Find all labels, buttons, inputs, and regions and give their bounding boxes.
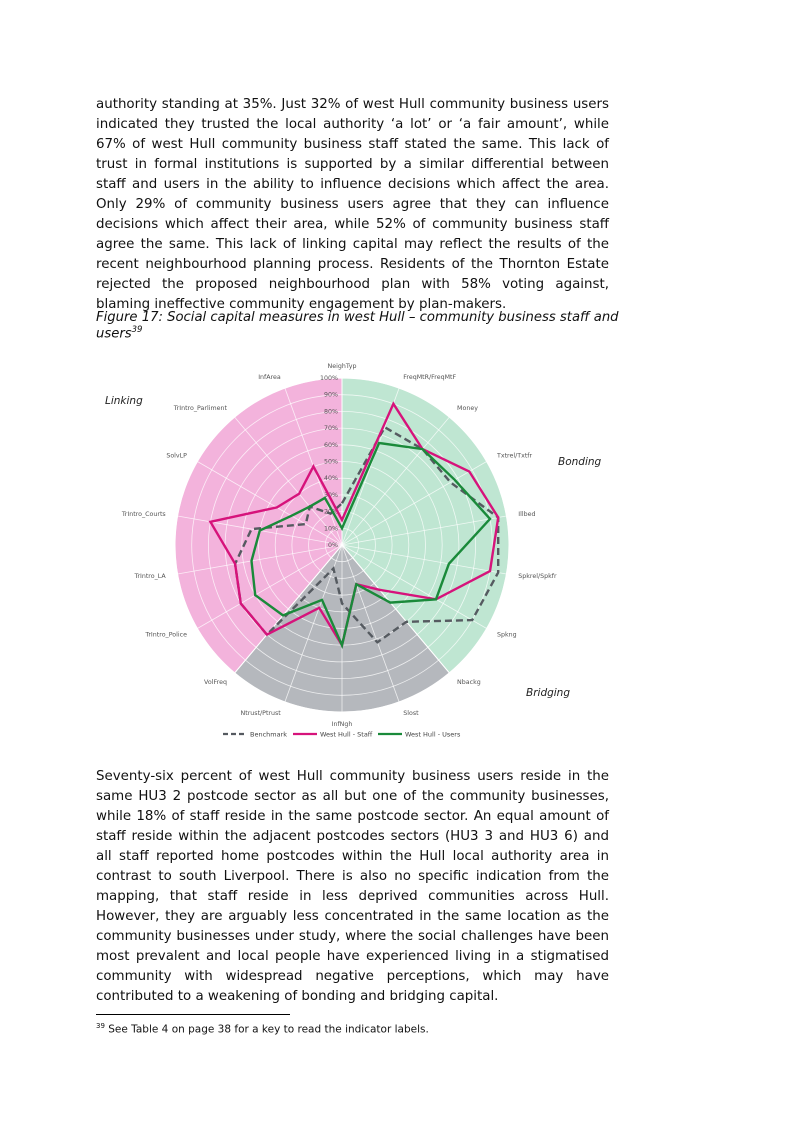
- group-label: Bonding: [558, 456, 602, 468]
- footnote-separator: [96, 1014, 290, 1015]
- radial-tick-label: 40%: [324, 475, 338, 483]
- radial-tick-label: 50%: [324, 458, 338, 466]
- footnote: [96, 1022, 429, 1036]
- axis-label: Spkrel/Spkfr: [518, 573, 557, 581]
- axis-label: FreqMtR/FreqMtF: [403, 373, 457, 381]
- axis-label: VolFreq: [204, 679, 227, 687]
- axis-label: Slost: [403, 710, 419, 718]
- radial-tick-label: 0%: [328, 542, 338, 549]
- legend-label: West Hull - Users: [405, 730, 461, 739]
- body-paragraph-1: authority standing at 35%. Just 32% of west Hull community business users indicated they trusted the local authority ‘a lot’ or ‘a fair amount’, while 67% of west Hull community business staff stated the same. This lack of trust in formal institutions is supported by a similar differential between staff and users in the ability to influence decisions which affect the area. Only 29% of community business users agree that they can influence decisions which affect their area, while 52% of community business staff agree the same. This lack of linking capital may reflect the results of the recent neighbourhood planning process. Residents of the Thornton Estate rejected the proposed neighbourhood plan with 58% voting against, blaming ineffective community engagement by plan-makers.: [96, 97, 609, 312]
- axis-label: NeighTyp: [327, 363, 357, 370]
- axis-label: Spkng: [497, 631, 517, 639]
- legend-label: West Hull - Staff: [320, 730, 373, 739]
- radial-tick-label: 70%: [324, 425, 338, 433]
- axis-label: Txtrel/Txtfr: [497, 452, 533, 460]
- axis-label: TrIntro_Courts: [121, 510, 166, 518]
- radial-tick-label: 20%: [324, 508, 338, 516]
- radar-chart: [90, 345, 602, 745]
- radial-tick-label: 80%: [324, 408, 338, 416]
- body-paragraph-2: Seventy-six percent of west Hull community business users reside in the same HU3 2 postcode sector as all but one of the community businesses, while 18% of staff reside in the same postcode sector. An equal amount of staff reside within the adjacent postcodes sectors (HU3 3 and HU3 6) and all staff reported home postcodes within the Hull local authority area in contrast to south Liverpool. There is also no specific indication from the mapping, that staff reside in less deprived communities across Hull. However, they are arguably less concentrated in the same location as the community businesses under study, where the social challenges have been most prevalent and local people have experienced living in a stigmatised community with widespread negative perceptions, which may have contributed to a weakening of bonding and bridging capital.: [96, 769, 609, 1004]
- caption-text: Figure 17: Social capital measures in west Hull – community business staff and users: [96, 310, 619, 342]
- group-label: Linking: [105, 395, 143, 407]
- group-label: Bridging: [526, 687, 571, 699]
- figure-caption: [96, 310, 656, 341]
- radial-tick-label: 90%: [324, 391, 338, 399]
- footnote-number: 39: [96, 1022, 105, 1030]
- caption-footnote-ref: 39: [131, 325, 143, 335]
- radial-tick-label: 60%: [324, 441, 338, 449]
- radial-tick-label: 10%: [324, 525, 338, 533]
- legend-label: Benchmark: [250, 730, 288, 739]
- axis-label: Ntrust/Ptrust: [240, 710, 281, 718]
- axis-label: Illbed: [518, 510, 536, 518]
- footnote-text: See Table 4 on page 38 for a key to read the indicator labels.: [104, 1023, 429, 1036]
- axis-label: SolvLP: [166, 452, 187, 460]
- radial-tick-label: 100%: [319, 375, 338, 382]
- axis-label: InfArea: [258, 373, 281, 381]
- axis-label: TrIntro_Police: [145, 631, 187, 639]
- axis-label: TrIntro_LA: [134, 573, 166, 581]
- axis-label: Nbackg: [457, 679, 481, 687]
- axis-label: TrIntro_Parliment: [173, 404, 227, 412]
- axis-label: Money: [457, 404, 478, 412]
- axis-label: InfNgh: [331, 721, 353, 728]
- radial-tick-label: 30%: [324, 491, 338, 499]
